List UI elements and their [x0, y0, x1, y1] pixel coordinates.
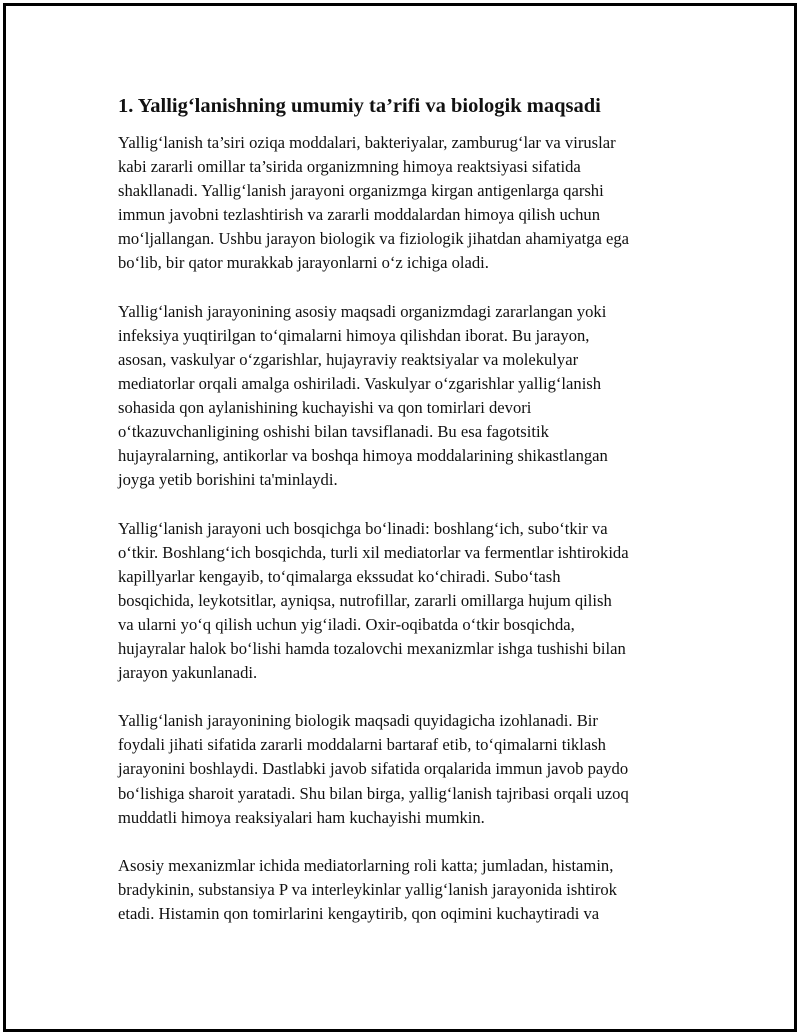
- text-line: joyga yetib borishini ta'minlaydi.: [118, 470, 338, 490]
- paragraph-4: [118, 709, 688, 829]
- paragraph-1: [118, 131, 688, 276]
- text-line: hujayralarning, antikorlar va boshqa himoya moddalarining shikastlangan: [118, 446, 608, 466]
- text-line: muddatli himoya reaksiyalari ham kuchayishi mumkin.: [118, 807, 485, 827]
- paragraph-3: [118, 517, 688, 686]
- paragraph-5: [118, 854, 688, 926]
- text-line: bo‘lib, bir qator murakkab jarayonlarni o‘z ichiga oladi.: [118, 253, 489, 273]
- text-line: kapillyarlar kengayib, to‘qimalarga ekssudat ko‘chiradi. Subo‘tash: [118, 566, 561, 586]
- text-line: infeksiya yuqtirilgan to‘qimalarni himoya qilishdan iborat. Bu jarayon,: [118, 325, 590, 345]
- text-line: mo‘ljallangan. Ushbu jarayon biologik va fiziologik jihatdan ahamiyatga ega: [118, 229, 630, 249]
- text-line: Yallig‘lanish ta’siri oziqa moddalari, bakteriyalar, zamburug‘lar va viruslar: [118, 133, 616, 152]
- text-line: Yallig‘lanish jarayonining biologik maqsadi quyidagicha izohlanadi. Bir: [118, 711, 598, 731]
- text-line: shakllanadi. Yallig‘lanish jarayoni organizmga kirgan antigenlarga qarshi: [118, 181, 604, 201]
- text-line: foydali jihati sifatida zararli moddalarni bartaraf etib, to‘qimalarni tiklash: [118, 735, 606, 755]
- text-line: Asosiy mexanizmlar ichida mediatorlarning roli katta; jumladan, histamin,: [118, 855, 614, 875]
- text-line: bosqichida, leykotsitlar, ayniqsa, nutrofillar, zararli omillarga hujum qilish: [118, 590, 612, 610]
- document-body: [118, 92, 688, 950]
- section-heading: 1. Yallig‘lanishning umumiy ta’rifi va biologik maqsadi: [118, 95, 601, 117]
- text-line: bo‘lishiga sharoit yaratadi. Shu bilan birga, yallig‘lanish tajribasi orqali uzoq: [118, 783, 629, 803]
- text-line: hujayralar halok bo‘lishi hamda tozalovchi mexanizmlar ishga tushishi bilan: [118, 638, 626, 658]
- text-line: jarayon yakunlanadi.: [118, 663, 258, 683]
- paragraph-2: [118, 300, 688, 493]
- text-line: va ularni yo‘q qilish uchun yig‘iladi. Oxir-oqibatda o‘tkir bosqichda,: [118, 614, 575, 634]
- text-line: sohasida qon aylanishining kuchayishi va qon tomirlari devori: [118, 398, 532, 418]
- text-line: immun javobni tezlashtirish va zararli moddalardan himoya qilish uchun: [118, 205, 601, 225]
- text-line: etadi. Histamin qon tomirlarini kengaytirib, qon oqimini kuchaytiradi va: [118, 904, 600, 923]
- text-line: bradykinin, substansiya P va interleykinlar yallig‘lanish jarayonida ishtirok: [118, 879, 617, 899]
- text-line: Yallig‘lanish jarayonining asosiy maqsadi organizmdagi zararlangan yoki: [118, 301, 607, 321]
- text-line: jarayonini boshlaydi. Dastlabki javob sifatida orqalarida immun javob paydo: [118, 759, 629, 779]
- text-line: Yallig‘lanish jarayoni uch bosqichga bo‘linadi: boshlang‘ich, subo‘tkir va: [118, 518, 608, 538]
- text-line: mediatorlar orqali amalga oshiriladi. Vaskulyar o‘zgarishlar yallig‘lanish: [118, 373, 602, 393]
- text-line: kabi zararli omillar ta’sirida organizmning himoya reaktsiyasi sifatida: [118, 157, 581, 177]
- text-line: o‘tkazuvchanligining oshishi bilan tavsiflanadi. Bu esa fagotsitik: [118, 422, 549, 442]
- text-line: o‘tkir. Boshlang‘ich bosqichda, turli xil mediatorlar va fermentlar ishtirokida: [118, 542, 629, 562]
- text-line: asosan, vaskulyar o‘zgarishlar, hujayraviy reaktsiyalar va molekulyar: [118, 349, 579, 369]
